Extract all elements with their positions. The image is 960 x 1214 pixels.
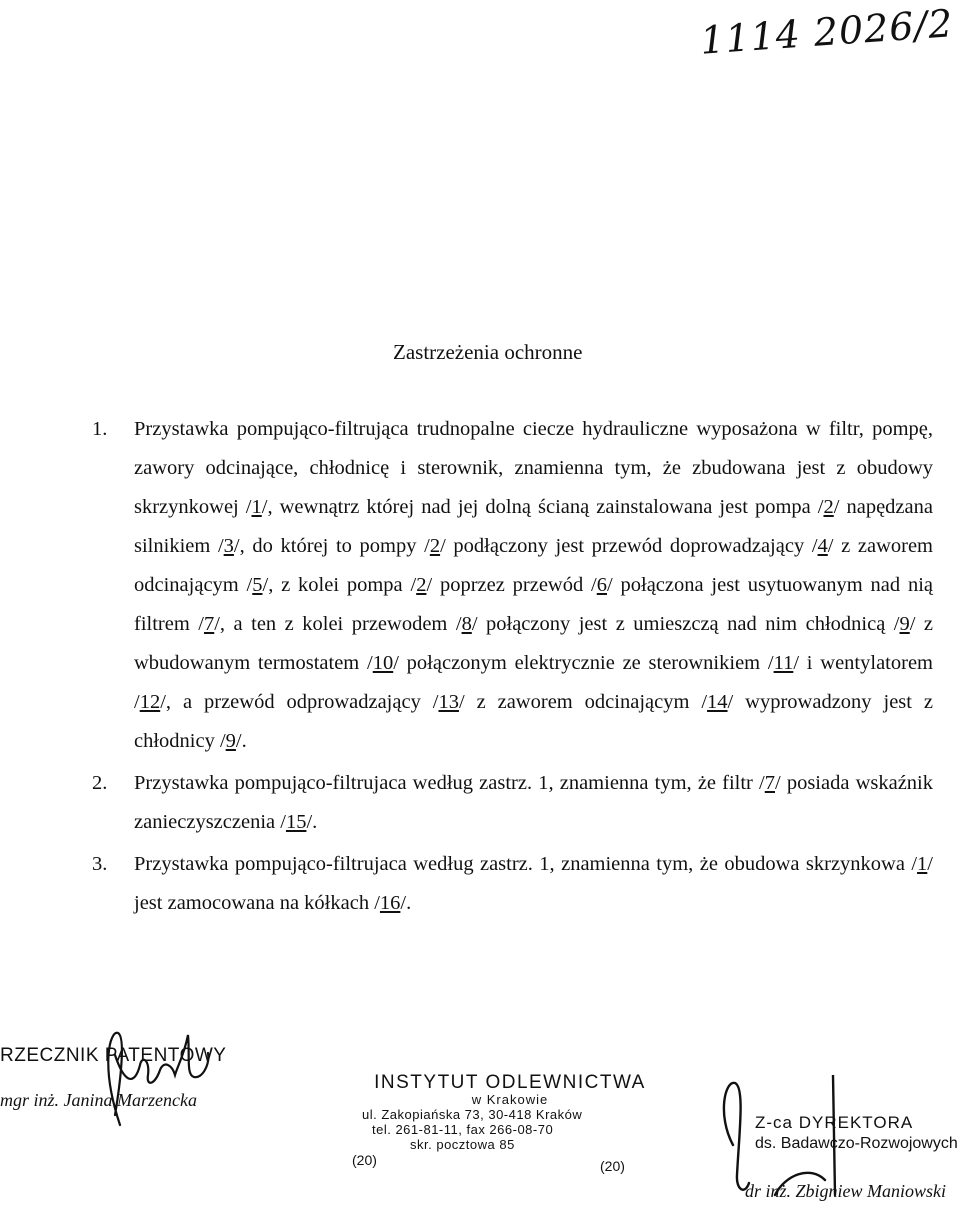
claims-list [88, 410, 933, 923]
reference-number: 9 [225, 730, 236, 752]
reference-number: 1 [251, 496, 262, 518]
page-title: Zastrzeżenia ochronne [393, 340, 583, 364]
code-left: (20) [352, 1152, 377, 1168]
reference-number: 8 [461, 613, 472, 635]
reference-number: 12 [139, 691, 161, 713]
claim-text-segment: / napędzana silnikiem / [134, 496, 933, 557]
claim-text-segment: / poprzez przewód / [426, 574, 597, 596]
patent-attorney-stamp [0, 1025, 330, 1135]
claim-text-segment: /, wewnątrz której nad jej dolną ścianą zainstalowana jest pompa / [261, 496, 824, 518]
reference-number: 5 [252, 574, 263, 596]
reference-number: 10 [372, 652, 394, 674]
reference-number: 2 [416, 574, 427, 596]
institute-stamp [350, 1072, 680, 1176]
code-right: (20) [600, 1158, 625, 1174]
claim-text-segment: Przystawka pompująco-filtrujaca według zastrz. 1, znamienna tym, że filtr / [134, 772, 765, 794]
claim-text [134, 410, 933, 761]
deputy-director-stamp [715, 1075, 960, 1205]
reference-number: 15 [285, 811, 307, 833]
claim-text-segment: / posiada wskaźnik zanieczyszczenia / [134, 772, 934, 833]
reference-number: 2 [429, 535, 441, 557]
reference-number: 2 [823, 496, 834, 518]
reference-number: 13 [438, 691, 459, 713]
claim-text-segment: / podłączony jest przewód doprowadzający / [440, 535, 818, 557]
claim-text-segment: / połączona jest usytuowanym nad nią filtrem / [134, 574, 934, 635]
claim-text-segment: / jest zamocowana na kółkach / [134, 853, 933, 914]
claim-text-segment: / z zaworem odcinającym / [458, 691, 708, 713]
claim-text-segment: /. [306, 811, 318, 833]
reference-number: 16 [379, 892, 401, 914]
claim-text-segment: /, a ten z kolei przewodem / [214, 613, 462, 635]
claim-text-segment: Przystawka pompująco-filtrująca trudnopalne ciecze hydrauliczne wyposażona w filtr, pompę, zawory odcinające, chłodnicę i sterownik, znamienna tym, że zbudowana jest z obudowy skrzynkowej / [134, 418, 933, 518]
claim-2 [88, 764, 933, 842]
institute-pobox: skr. pocztowa 85 [410, 1137, 515, 1152]
reference-number: 6 [596, 574, 607, 596]
reference-number: 14 [707, 691, 728, 713]
claim-text-segment: /, a przewód odprowadzający / [160, 691, 439, 713]
claim-number: 1. [92, 418, 108, 440]
handwritten-reference: 1114 2026/2 [698, 1, 955, 63]
claim-text [134, 764, 933, 842]
stamp-name: dr inż. Zbigniew Maniowski [745, 1181, 947, 1201]
claim-text-segment: /. [400, 892, 412, 914]
claim-text-segment: /. [235, 730, 247, 752]
institute-city: w Krakowie [471, 1092, 549, 1107]
stamp-department: ds. Badawczo-Rozwojowych [755, 1135, 958, 1152]
reference-number: 9 [899, 613, 910, 635]
stamp-name: mgr inż. Janina Marzencka [0, 1090, 197, 1110]
claim-number: 3. [92, 853, 108, 875]
signature-icon [80, 1025, 230, 1135]
institute-phone: tel. 261-81-11, fax 266-08-70 [372, 1122, 554, 1137]
stamp-title: Z-ca DYREKTORA [755, 1113, 914, 1132]
claim-text-segment: /, do której to pompy / [233, 535, 430, 557]
claim-text [134, 845, 933, 923]
institute-name: INSTYTUT ODLEWNICTWA [374, 1072, 646, 1093]
claim-1 [88, 410, 933, 761]
claim-text-segment: / wyprowadzony jest z chłodnicy / [134, 691, 933, 752]
institute-address: ul. Zakopiańska 73, 30-418 Kraków [362, 1107, 583, 1122]
reference-number: 1 [917, 853, 928, 875]
reference-number: 7 [203, 613, 215, 635]
claim-text-segment: / połączonym elektrycznie ze sterownikiem / [393, 652, 774, 674]
claim-3 [88, 845, 933, 923]
reference-number: 7 [764, 772, 775, 794]
claim-text-segment: / z zaworem odcinającym / [134, 535, 933, 596]
claim-text-segment: Przystawka pompująco-filtrujaca według zastrz. 1, znamienna tym, że obudowa skrzynkowa / [134, 853, 918, 875]
claim-text-segment: / połączony jest z umieszczą nad nim chłodnicą / [471, 613, 900, 635]
claim-number: 2. [92, 772, 108, 794]
reference-number: 11 [773, 652, 794, 674]
stamp-title: RZECZNIK PATENTOWY [0, 1045, 227, 1066]
claim-text-segment: / i wentylatorem / [134, 652, 933, 713]
claim-text-segment: /, z kolei pompa / [262, 574, 417, 596]
claim-text-segment: / z wbudowanym termostatem / [134, 613, 934, 674]
reference-number: 4 [817, 535, 828, 557]
reference-number: 3 [223, 535, 234, 557]
